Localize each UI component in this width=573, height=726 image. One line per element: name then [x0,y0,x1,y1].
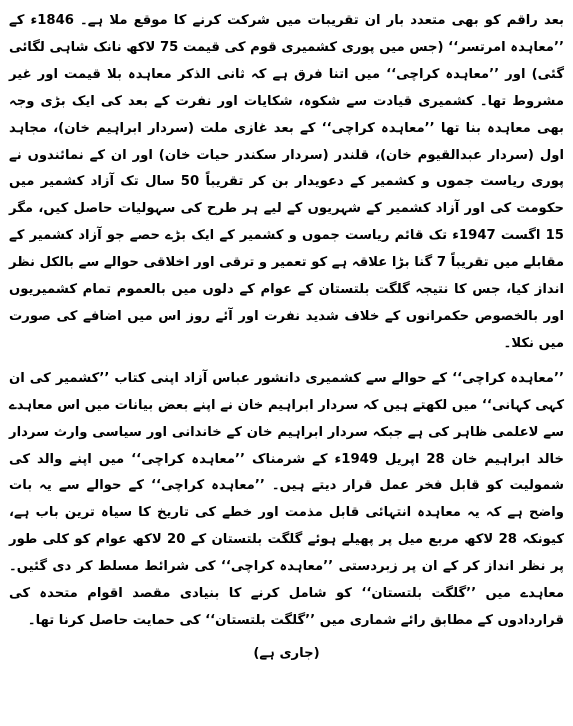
paragraph-karachi-agreement-history: بعد راقم کو بھی متعدد بار ان تقریبات میں شرکت کرنے کا موقع ملا ہے۔ 1846ء کے ’’معاہدہ امرتسر‘‘ (جس میں پوری کشمیری قوم کی قیمت 75 لاکھ نانک شاہی لگائی گئی) اور ’’معاہدہ کراچی‘‘ میں اتنا فرق ہے کہ ثانی الذکر معاہدہ بلا قیمت اور غیر مشروط تھا۔ کشمیری قیادت سے شکوہ، شکایات اور نفرت کے بعد کی ایک بڑی وجہ بھی معاہدہ بنا تھا ’’معاہدہ کراچی‘‘ کے بعد غازی ملت (سردار ابراہیم خان)، مجاہد اول (سردار عبدالقیوم خان)، قلندر (سردار سکندر حیات خان) اور ان کے نمائندوں نے پوری ریاست جموں و کشمیر کے دعویدار بن کر تقریباً 50 سال تک آزاد کشمیر میں حکومت کی اور آزاد کشمیر کے شہریوں کے لیے ہر طرح کی سہولیات حاصل کیں، مگر 15 اگست 1947ء تک قائم ریاست جموں و کشمیر کے ایک بڑے حصے جو آزاد کشمیر کے مقابلے میں تقریباً 7 گنا بڑا علاقہ ہے کو تعمیر و ترقی اور اخلاقی حوالے سے بالکل نظر انداز کیا، جس کا نتیجہ گلگت بلتستان کے عوام کے دلوں میں بالعموم تمام کشمیریوں اور بالخصوص حکمرانوں کے خلاف شدید نفرت اور آئے روز اس میں اضافے کی صورت میں نکلا۔ [9,13,565,351]
continued-note-line [9,643,564,665]
continued-label: (جاری ہے) [253,645,320,661]
paragraph-karachi-agreement-analysis: ’’معاہدہ کراچی‘‘ کے حوالے سے کشمیری دانشور عباس آزاد اپنی کتاب ’’کشمیر کی ان کہی کہانی‘‘ میں لکھتے ہیں کہ سردار ابراہیم خان نے اپنے بعض بیانات میں اس معاہدے سے لاعلمی ظاہر کی ہے جبکہ سردار ابراہیم خان کے خاندانی اور سیاسی وارث سردار خالد ابراہیم خان 28 اپریل 1949ء کے شرمناک ’’معاہدہ کراچی‘‘ میں اپنے والد کی شمولیت کو قابل فخر عمل قرار دیتے ہیں۔ ’’معاہدہ کراچی‘‘ کے حوالے سے یہ بات واضح ہے کہ یہ معاہدہ انتہائی قابل مذمت اور خطے کی تاریخ کا سیاہ ترین باب ہے، کیونکہ 28 لاکھ مربع میل پر پھیلے ہوئے گلگت بلتستان کے 20 لاکھ عوام کو کلی طور پر نظر انداز کر کے ان پر زبردستی ’’معاہدہ کراچی‘‘ کی شرائط مسلط کر دی گئیں۔ معاہدے میں ’’گلگت بلتستان‘‘ کو شامل کرنے کا بنیادی مقصد اقوام متحدہ کی قراردادوں کے مطابق رائے شماری میں ’’گلگت بلتستان‘‘ کی حمایت حاصل کرنا تھا۔ [9,370,565,628]
